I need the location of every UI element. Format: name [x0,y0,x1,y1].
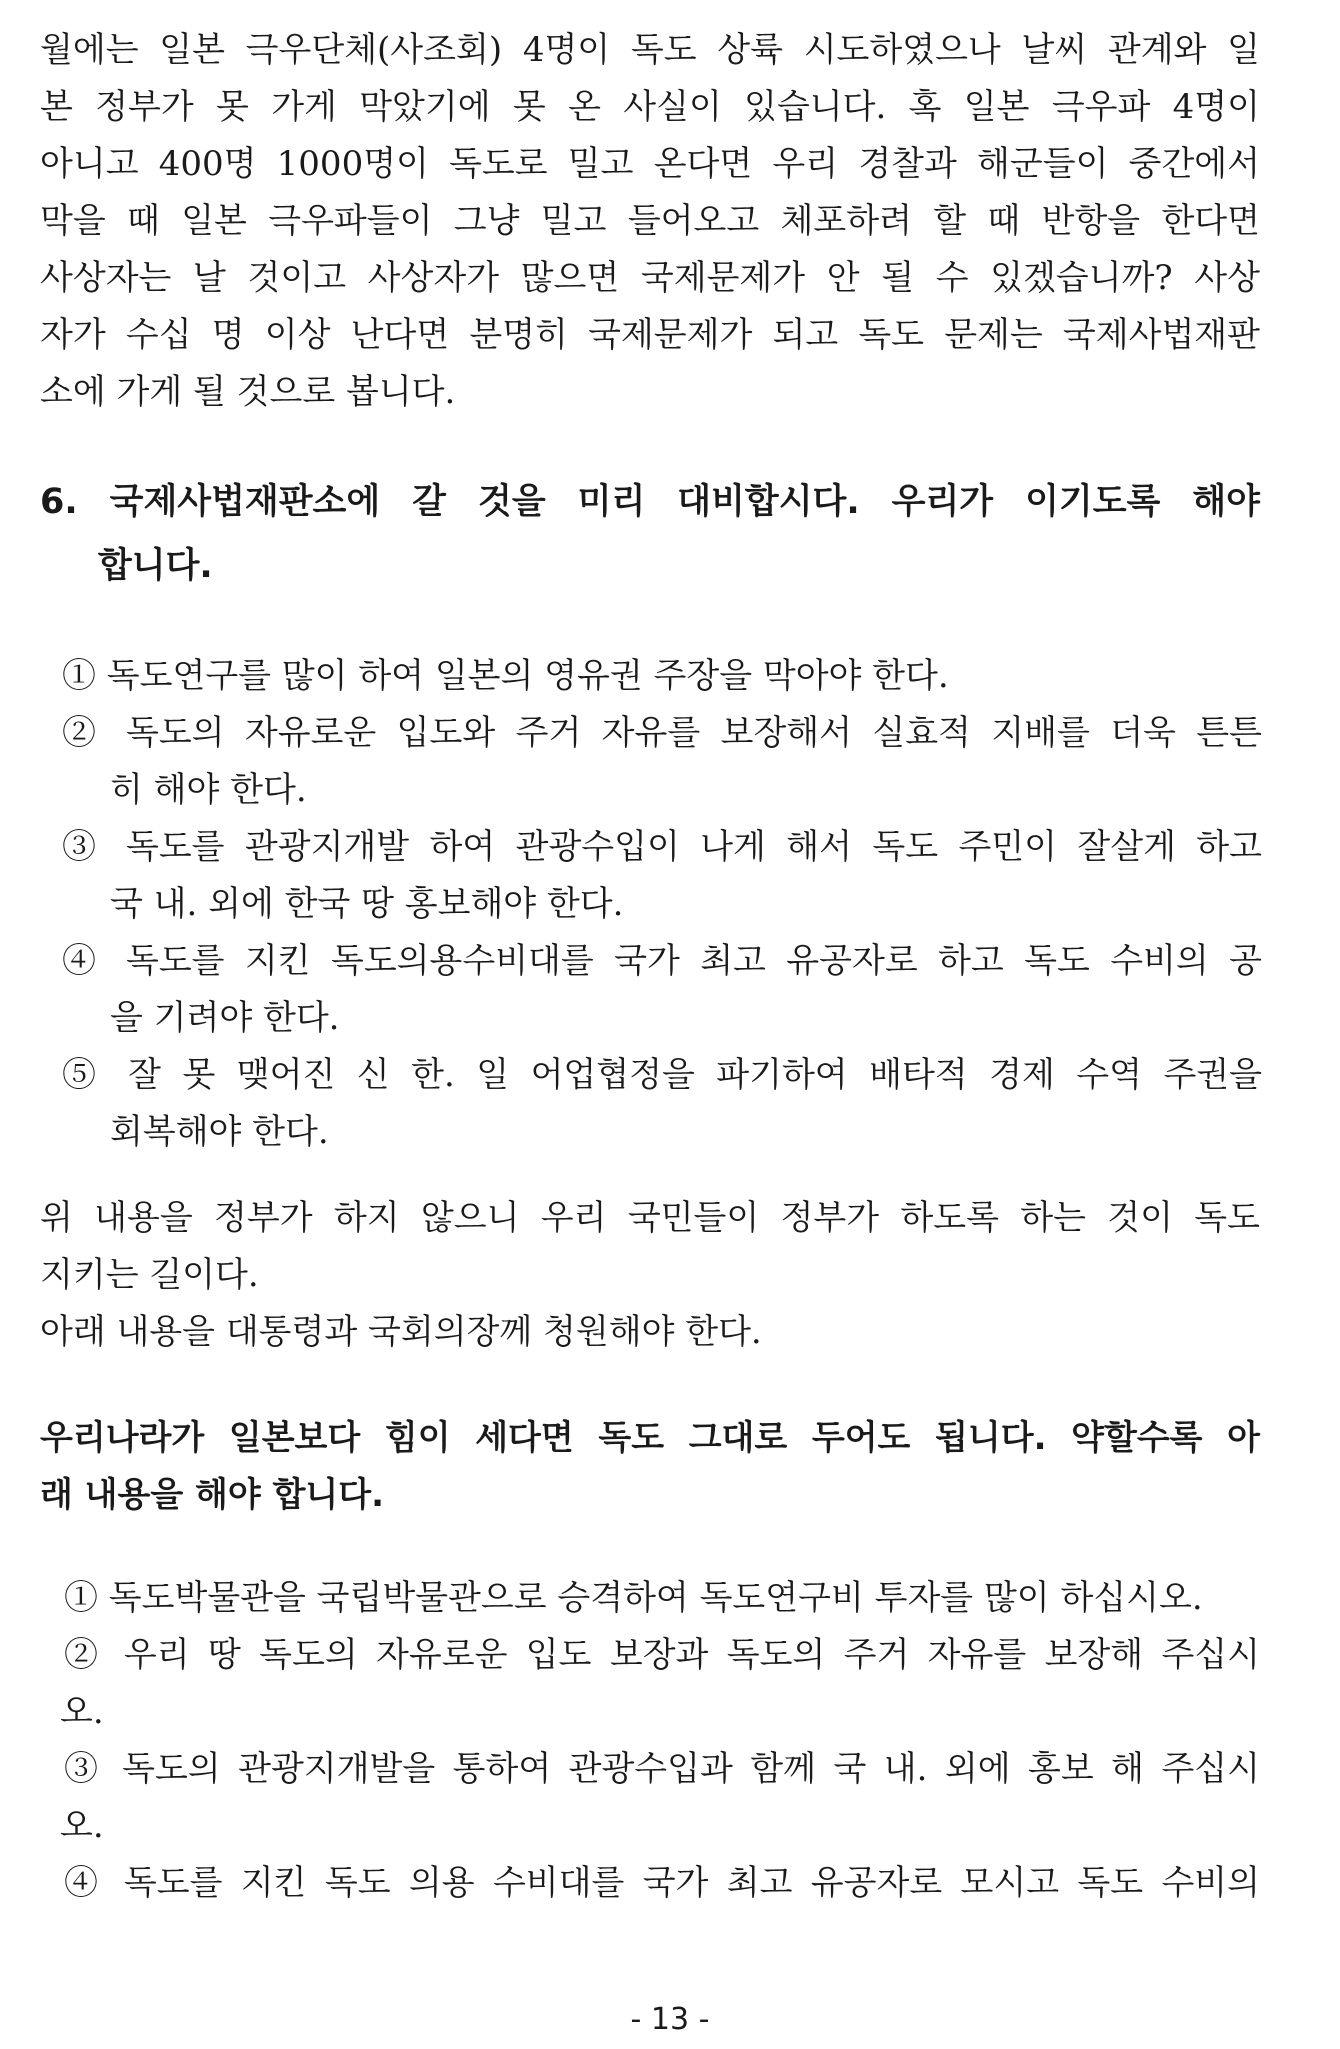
list-item-text: ② 독도의 자유로운 입도와 주거 자유를 보장해서 실효적 지배를 더욱 튼튼 [62,713,1262,753]
list-item-text: 을 기려야 한다. [110,998,340,1038]
text-line: 아래 내용을 대통령과 국회의장께 청원해야 한다. [40,1312,762,1352]
text-line: 사상자는 날 것이고 사상자가 많으면 국제문제가 안 될 수 있겠습니까? 사상 [40,258,1260,298]
list-item [62,1047,1262,1161]
petition-heading [40,1410,1260,1524]
heading-line: 6. 국제사법재판소에 갈 것을 미리 대비합시다. 우리가 이기도록 해야 [40,482,1260,522]
list-item-text: ② 우리 땅 독도의 자유로운 입도 보장과 독도의 주거 자유를 보장해 주십시 [64,1635,1260,1675]
section-6-heading [40,470,1260,598]
text-line: 위 내용을 정부가 하지 않으니 우리 국민들이 정부가 하도록 하는 것이 독도 [40,1198,1260,1238]
intro-paragraph [40,22,1260,421]
list-item [62,933,1262,1047]
heading-line: 합니다. [98,546,213,586]
list-item [62,648,1262,705]
list-item-text: 오. [60,1692,104,1732]
section-6-list [62,648,1262,1161]
text-line: 막을 때 일본 극우파들이 그냥 밀고 들어오고 체포하려 할 때 반항을 한다면 [40,201,1260,241]
text-line: 지키는 길이다. [40,1255,259,1295]
petition-list [60,1570,1260,1912]
list-item-text: ⑤ 잘 못 맺어진 신 한. 일 어업협정을 파기하여 배타적 경제 수역 주권을 [62,1055,1262,1095]
text-line: 아니고 400명 1000명이 독도로 밀고 온다면 우리 경찰과 해군들이 중간에서 [40,144,1260,184]
list-item [62,705,1262,819]
list-item-text: ① 독도박물관을 국립박물관으로 승격하여 독도연구비 투자를 많이 하십시오. [64,1578,1203,1618]
list-item-text: 히 해야 한다. [110,770,307,810]
list-item [62,819,1262,933]
list-item-text: 회복해야 한다. [110,1112,329,1152]
heading-line: 래 내용을 해야 합니다. [40,1475,385,1515]
text-line: 소에 가게 될 것으로 봅니다. [40,372,456,412]
list-item-text: 국 내. 외에 한국 땅 홍보해야 한다. [110,884,624,924]
text-line: 본 정부가 못 가게 막았기에 못 온 사실이 있습니다. 혹 일본 극우파 4명이 [40,87,1260,127]
text-line: 월에는 일본 극우단체(사조회) 4명이 독도 상륙 시도하였으나 날씨 관계와 일 [40,30,1260,70]
list-item-text: ④ 독도를 지킨 독도의용수비대를 국가 최고 유공자로 하고 독도 수비의 공 [62,941,1262,981]
list-item-text: ④ 독도를 지킨 독도 의용 수비대를 국가 최고 유공자로 모시고 독도 수비의 [64,1863,1260,1903]
list-item-text: ③ 독도를 관광지개발 하여 관광수입이 나게 해서 독도 주민이 잘살게 하고 [62,827,1262,867]
heading-line: 우리나라가 일본보다 힘이 세다면 독도 그대로 두어도 됩니다. 약할수록 아 [40,1418,1260,1458]
list-item-text: ① 독도연구를 많이 하여 일본의 영유권 주장을 막아야 한다. [62,656,949,696]
conclusion-paragraph [40,1190,1260,1361]
page-number: - 13 - [630,2002,710,2037]
list-item-text: ③ 독도의 관광지개발을 통하여 관광수입과 함께 국 내. 외에 홍보 해 주십시 [64,1749,1260,1789]
text-line: 자가 수십 명 이상 난다면 분명히 국제문제가 되고 독도 문제는 국제사법재판 [40,315,1260,355]
list-item-text: 오. [60,1806,104,1846]
